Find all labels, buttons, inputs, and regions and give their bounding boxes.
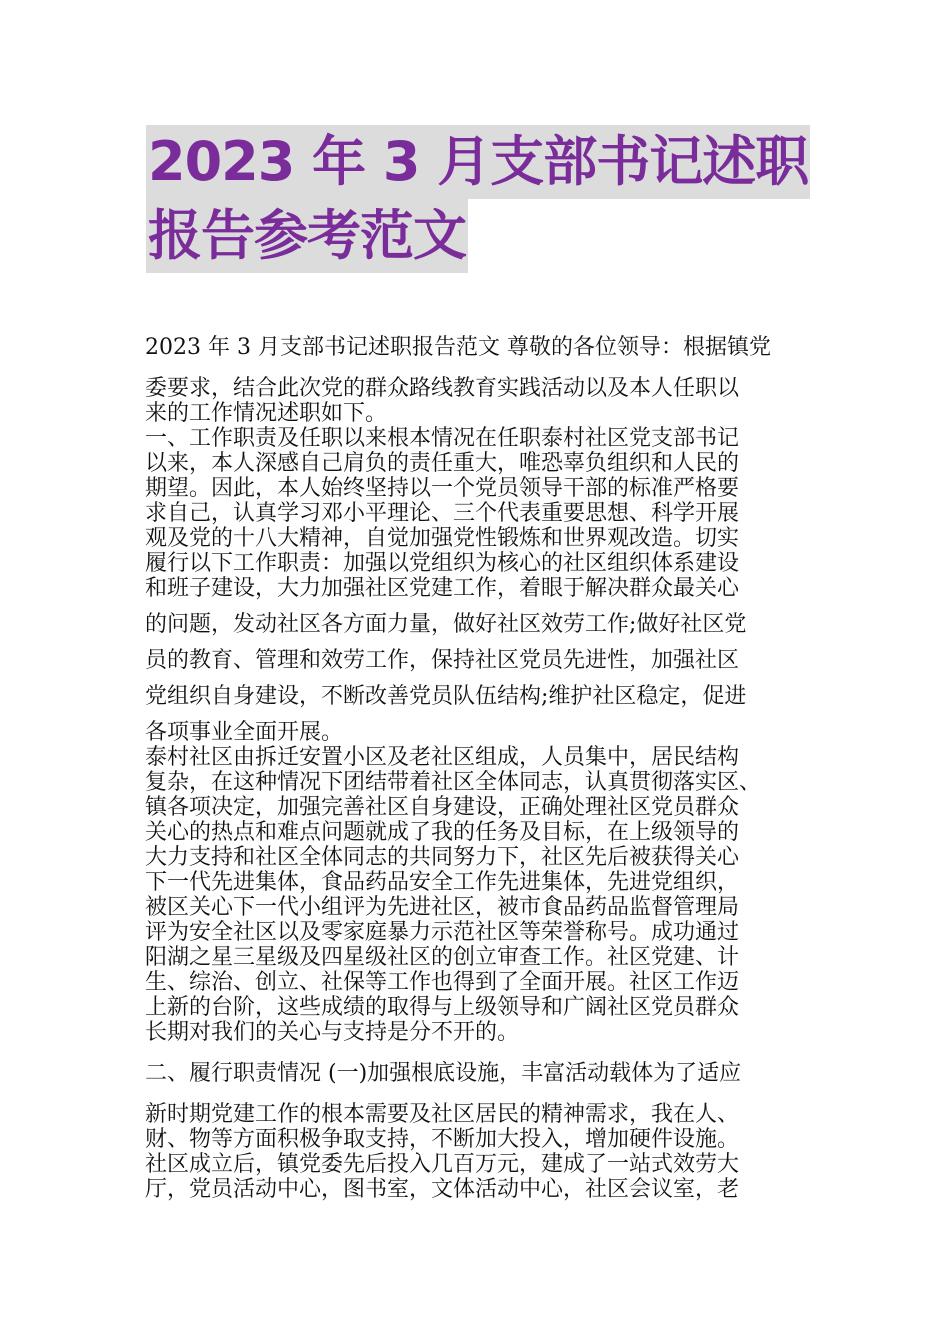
paragraph-line: 观及党的十八大精神，自觉加强党性锻炼和世界观改造。切实: [145, 526, 740, 551]
paragraph-line: 社区成立后，镇党委先后投入几百万元，建成了一站式效劳大: [145, 1152, 740, 1177]
paragraph-line: 阳湖之星三星级及四星级社区的创立审查工作。社区党建、计: [145, 945, 740, 970]
paragraph-line: 员的教育、管理和效劳工作，保持社区党员先进性，加强社区: [145, 648, 740, 673]
paragraph-line: 来的工作情况述职如下。: [145, 401, 388, 426]
paragraph-line: 委要求，结合此次党的群众路线教育实践活动以及本人任职以: [145, 376, 740, 401]
paragraph-line: 复杂，在这种情况下团结带着社区全体同志，认真贯彻落实区、: [145, 770, 762, 795]
paragraph-line: 上新的台阶，这些成绩的取得与上级领导和广阔社区党员群众: [145, 995, 740, 1020]
paragraph-line: 厅，党员活动中心，图书室，文体活动中心，社区会议室，老: [145, 1177, 740, 1202]
title-line: 2023 年 3 月支部书记述职: [146, 125, 810, 199]
paragraph-line: 大力支持和社区全体同志的共同努力下，社区先后被获得关心: [145, 845, 740, 870]
paragraph-line: 履行以下工作职责：加强以党组织为核心的社区组织体系建设: [145, 551, 740, 576]
paragraph-line: 党组织自身建设，不断改善党员队伍结构;维护社区稳定，促进: [145, 684, 747, 709]
paragraph-line: 关心的热点和难点问题就成了我的任务及目标，在上级领导的: [145, 820, 740, 845]
paragraph-line: 被区关心下一代小组评为先进社区，被市食品药品监督管理局: [145, 895, 740, 920]
paragraph-line: 下一代先进集体，食品药品安全工作先进集体，先进党组织，: [145, 870, 740, 895]
paragraph-line: 各项事业全面开展。: [145, 720, 344, 745]
paragraph-line: 财、物等方面积极争取支持，不断加大投入，增加硬件设施。: [145, 1127, 740, 1152]
paragraph-line: 期望。因此，本人始终坚持以一个党员领导干部的标准严格要: [145, 476, 740, 501]
paragraph-line: 镇各项决定，加强完善社区自身建设，正确处理社区党员群众: [145, 795, 740, 820]
paragraph-line: 的问题，发动社区各方面力量，做好社区效劳工作;做好社区党: [145, 612, 747, 637]
title-line: 报告参考范文: [146, 199, 468, 273]
paragraph-line: 新时期党建工作的根本需要及社区居民的精神需求，我在人、: [145, 1102, 740, 1127]
paragraph-line: 泰村社区由拆迁安置小区及老社区组成，人员集中，居民结构: [145, 745, 740, 770]
paragraph-line: 2023 年 3 月支部书记述职报告范文 尊敬的各位领导：根据镇党: [145, 335, 771, 360]
paragraph-line: 求自己，认真学习邓小平理论、三个代表重要思想、科学开展: [145, 501, 740, 526]
paragraph-line: 长期对我们的关心与支持是分不开的。: [145, 1020, 520, 1045]
paragraph-line: 和班子建设，大力加强社区党建工作，着眼于解决群众最关心: [145, 576, 740, 601]
paragraph-line: 以来，本人深感自己肩负的责任重大，唯恐辜负组织和人民的: [145, 451, 740, 476]
paragraph-line: 生、综治、创立、社保等工作也得到了全面开展。社区工作迈: [145, 970, 740, 995]
page-title: [146, 125, 826, 273]
body-text: [145, 335, 813, 1202]
paragraph-line: 一、工作职责及任职以来根本情况在任职泰村社区党支部书记: [145, 426, 740, 451]
paragraph-line: 二、履行职责情况 (一)加强根底设施，丰富活动载体为了适应: [145, 1061, 742, 1086]
paragraph-line: 评为安全社区以及零家庭暴力示范社区等荣誉称号。成功通过: [145, 920, 740, 945]
